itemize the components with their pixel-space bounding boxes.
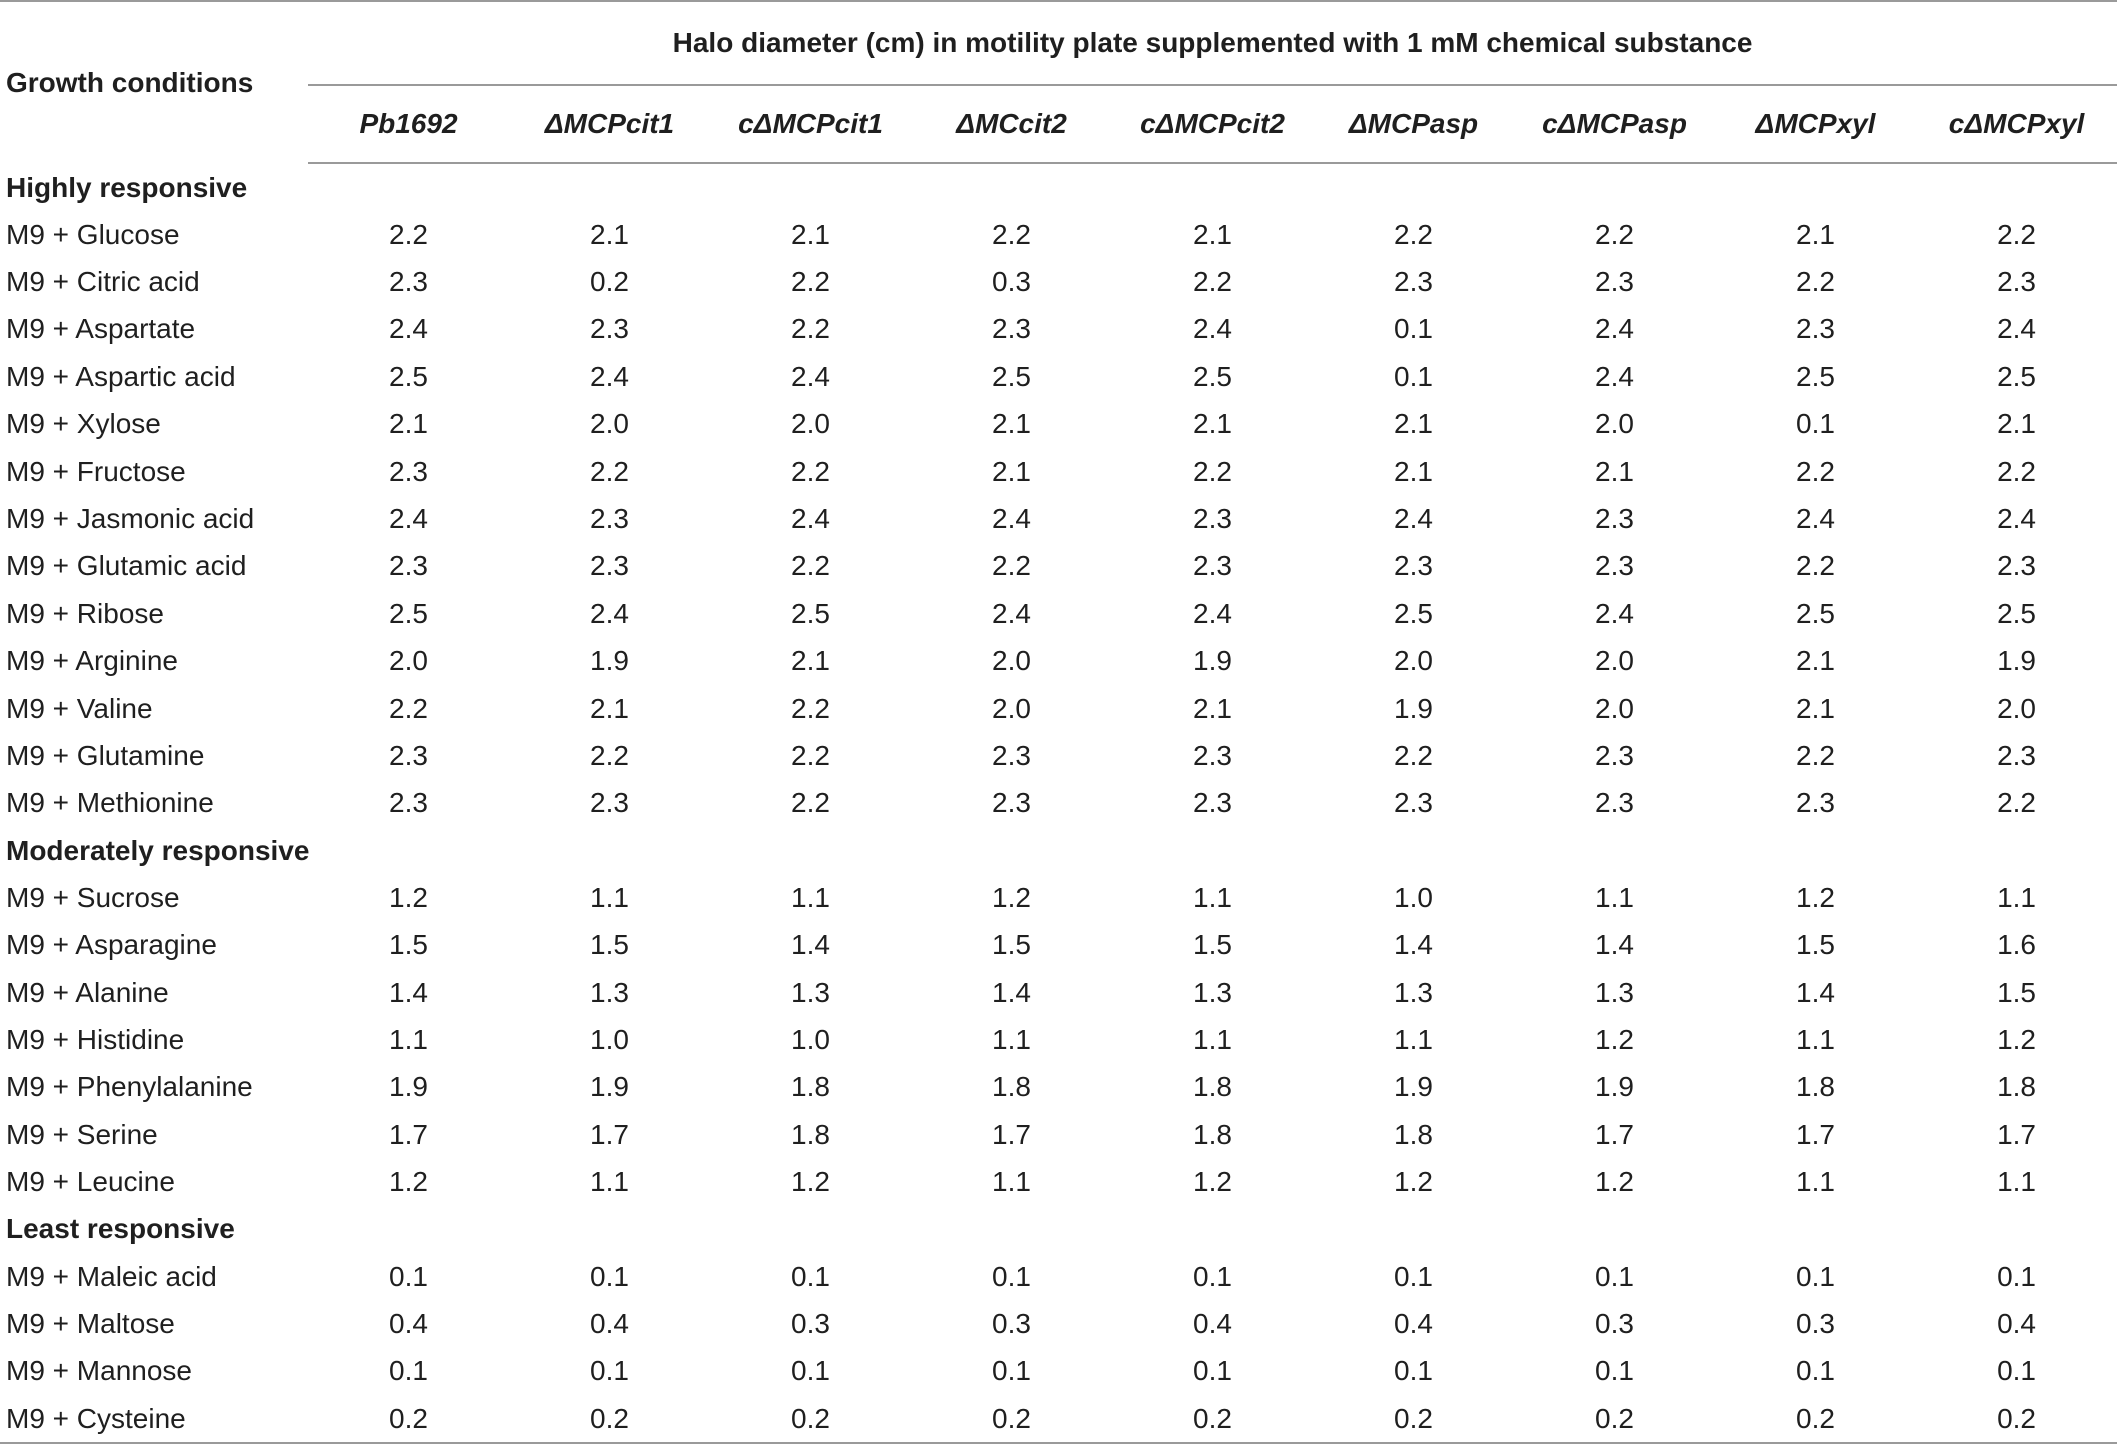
value-cell: 2.1 <box>1796 218 1835 250</box>
value-cell: 1.0 <box>1394 881 1433 913</box>
value-cell: 2.1 <box>1193 218 1232 250</box>
value-cell: 2.0 <box>1394 645 1433 677</box>
value-cell: 2.3 <box>389 787 428 819</box>
value-cell: 1.1 <box>1796 1023 1835 1055</box>
table-row <box>0 921 2117 968</box>
condition-cell: M9 + Leucine <box>6 1166 175 1198</box>
value-cell: 0.1 <box>590 1260 629 1292</box>
value-cell: 1.2 <box>992 881 1031 913</box>
table-row <box>0 353 2117 400</box>
value-cell: 2.1 <box>1595 455 1634 487</box>
table-row <box>0 1300 2117 1347</box>
value-cell: 0.2 <box>1916 1395 2117 1443</box>
value-cell: 2.1 <box>1997 408 2037 440</box>
value-cell: 2.4 <box>590 597 629 629</box>
value-cell: 2.2 <box>791 455 830 487</box>
value-cell: 2.2 <box>1997 787 2037 819</box>
value-cell: 2.2 <box>1394 739 1433 771</box>
value-cell: 1.9 <box>1595 1071 1634 1103</box>
value-cell: 2.1 <box>1193 408 1232 440</box>
table-row <box>0 543 2117 590</box>
value-cell: 2.4 <box>1997 313 2037 345</box>
value-cell: 2.3 <box>992 787 1031 819</box>
value-cell: 2.1 <box>1394 455 1433 487</box>
value-cell: 2.2 <box>389 218 428 250</box>
value-cell: 1.7 <box>992 1118 1031 1150</box>
value-cell: 1.8 <box>791 1118 830 1150</box>
value-cell: 1.9 <box>590 645 629 677</box>
value-cell: 2.1 <box>590 218 629 250</box>
value-cell: 2.0 <box>992 645 1031 677</box>
table-row <box>0 306 2117 353</box>
condition-cell: M9 + Asparagine <box>6 929 217 961</box>
value-cell: 2.4 <box>1193 313 1232 345</box>
value-cell: 2.1 <box>791 645 830 677</box>
column-header: ΔMCPxyl <box>1715 85 1916 163</box>
table-row <box>0 590 2117 637</box>
value-cell: 1.3 <box>1595 976 1634 1008</box>
column-header-row <box>0 85 2117 163</box>
value-cell: 2.5 <box>389 597 428 629</box>
value-cell: 1.9 <box>389 1071 428 1103</box>
value-cell: 0.1 <box>1997 1260 2037 1292</box>
group-label: Highly responsive <box>6 171 248 203</box>
value-cell: 2.2 <box>1193 455 1232 487</box>
condition-cell: M9 + Arginine <box>6 645 178 677</box>
condition-cell: M9 + Citric acid <box>6 266 200 298</box>
value-cell: 0.1 <box>389 1260 428 1292</box>
value-cell: 1.1 <box>590 1166 629 1198</box>
value-cell: 1.2 <box>1796 881 1835 913</box>
value-cell: 2.4 <box>590 360 629 392</box>
value-cell: 0.4 <box>1193 1307 1232 1339</box>
value-cell: 0.3 <box>791 1307 830 1339</box>
value-cell: 0.1 <box>992 1260 1031 1292</box>
table-body <box>0 163 2117 1443</box>
value-cell: 1.7 <box>1595 1118 1634 1150</box>
value-cell: 1.8 <box>791 1071 830 1103</box>
value-cell: 1.1 <box>992 1166 1031 1198</box>
value-cell: 0.2 <box>710 1395 911 1443</box>
value-cell: 0.1 <box>1394 360 1433 392</box>
value-cell: 2.2 <box>992 218 1031 250</box>
value-cell: 0.4 <box>590 1307 629 1339</box>
value-cell: 1.1 <box>1193 1023 1232 1055</box>
value-cell: 1.3 <box>791 976 830 1008</box>
condition-cell: M9 + Alanine <box>6 976 169 1008</box>
value-cell: 2.1 <box>590 692 629 724</box>
value-cell: 2.3 <box>389 739 428 771</box>
value-cell: 0.3 <box>1595 1307 1634 1339</box>
condition-cell: M9 + Serine <box>6 1118 158 1150</box>
value-cell: 2.3 <box>1595 787 1634 819</box>
value-cell: 2.3 <box>590 313 629 345</box>
value-cell: 2.4 <box>1193 597 1232 629</box>
condition-cell: M9 + Aspartate <box>6 313 196 345</box>
value-cell: 1.4 <box>1796 976 1835 1008</box>
value-cell: 1.1 <box>1394 1023 1433 1055</box>
value-cell: 2.3 <box>1193 739 1232 771</box>
value-cell: 1.4 <box>791 929 830 961</box>
table-row <box>0 258 2117 305</box>
value-cell: 2.4 <box>1595 313 1634 345</box>
value-cell: 2.2 <box>590 739 629 771</box>
column-header: cΔMCPxyl <box>1916 85 2117 163</box>
value-cell: 2.3 <box>1595 266 1634 298</box>
value-cell: 2.4 <box>389 503 428 535</box>
condition-cell: M9 + Glutamine <box>6 739 205 771</box>
value-cell: 0.4 <box>1394 1307 1433 1339</box>
value-cell: 2.2 <box>389 692 428 724</box>
condition-cell: M9 + Ribose <box>6 597 164 629</box>
column-header: Pb1692 <box>308 85 509 163</box>
value-cell: 0.1 <box>1595 1260 1634 1292</box>
value-cell: 1.5 <box>992 929 1031 961</box>
group-header-row <box>0 163 2117 211</box>
value-cell: 2.3 <box>1595 503 1634 535</box>
value-cell: 1.1 <box>992 1023 1031 1055</box>
table-row <box>0 780 2117 827</box>
value-cell: 2.1 <box>992 408 1031 440</box>
value-cell: 1.9 <box>590 1071 629 1103</box>
condition-cell: M9 + Xylose <box>6 408 161 440</box>
value-cell: 0.2 <box>1112 1395 1313 1443</box>
value-cell: 0.2 <box>1715 1395 1916 1443</box>
value-cell: 0.1 <box>1796 1355 1835 1387</box>
table-row <box>0 1064 2117 1111</box>
value-cell: 1.8 <box>1193 1118 1232 1150</box>
value-cell: 1.2 <box>791 1166 830 1198</box>
value-cell: 2.2 <box>1796 550 1835 582</box>
value-cell: 0.1 <box>1595 1355 1634 1387</box>
value-cell: 2.2 <box>791 266 830 298</box>
condition-cell: M9 + Mannose <box>6 1355 192 1387</box>
column-header: ΔMCcit2 <box>911 85 1112 163</box>
column-header: cΔMCPcit1 <box>710 85 911 163</box>
value-cell: 2.3 <box>1394 550 1433 582</box>
value-cell: 1.5 <box>1193 929 1232 961</box>
column-header: cΔMCPasp <box>1514 85 1715 163</box>
value-cell: 2.4 <box>1595 597 1634 629</box>
value-cell: 1.7 <box>1997 1118 2037 1150</box>
value-cell: 2.2 <box>1193 266 1232 298</box>
condition-cell: M9 + Sucrose <box>6 881 180 913</box>
value-cell: 2.1 <box>791 218 830 250</box>
value-cell: 2.4 <box>992 597 1031 629</box>
value-cell: 1.5 <box>389 929 428 961</box>
value-cell: 1.4 <box>1394 929 1433 961</box>
value-cell: 2.1 <box>1796 692 1835 724</box>
value-cell: 0.1 <box>1796 1260 1835 1292</box>
value-cell: 2.3 <box>1595 550 1634 582</box>
value-cell: 1.0 <box>590 1023 629 1055</box>
value-cell: 2.5 <box>389 360 428 392</box>
value-cell: 0.2 <box>590 266 629 298</box>
group-header-row <box>0 827 2117 874</box>
table-row <box>0 401 2117 448</box>
value-cell: 2.5 <box>1796 597 1835 629</box>
value-cell: 2.2 <box>1595 218 1634 250</box>
value-cell: 0.1 <box>992 1355 1031 1387</box>
value-cell: 1.2 <box>389 1166 428 1198</box>
value-cell: 1.1 <box>1595 881 1634 913</box>
value-cell: 2.3 <box>590 787 629 819</box>
value-cell: 1.1 <box>1193 881 1232 913</box>
value-cell: 0.1 <box>1394 1260 1433 1292</box>
value-cell: 0.1 <box>1796 408 1835 440</box>
value-cell: 0.1 <box>1193 1355 1232 1387</box>
value-cell: 1.5 <box>1997 976 2037 1008</box>
value-cell: 2.3 <box>1394 787 1433 819</box>
value-cell: 0.1 <box>1394 313 1433 345</box>
value-cell: 2.0 <box>389 645 428 677</box>
condition-cell: M9 + Histidine <box>6 1023 185 1055</box>
value-cell: 1.1 <box>1997 881 2037 913</box>
value-cell: 2.2 <box>1997 218 2037 250</box>
column-header: ΔMCPcit1 <box>509 85 710 163</box>
value-cell: 2.3 <box>1997 739 2037 771</box>
group-header-row <box>0 1206 2117 1253</box>
table-row <box>0 638 2117 685</box>
value-cell: 1.9 <box>1997 645 2037 677</box>
value-cell: 1.7 <box>590 1118 629 1150</box>
value-cell: 2.4 <box>389 313 428 345</box>
table-row <box>0 685 2117 732</box>
value-cell: 2.2 <box>1796 455 1835 487</box>
table-row <box>0 211 2117 258</box>
value-cell: 1.9 <box>1193 645 1232 677</box>
header-row-top <box>0 1 2117 85</box>
value-cell: 1.7 <box>1796 1118 1835 1150</box>
value-cell: 2.1 <box>1193 692 1232 724</box>
group-label: Least responsive <box>6 1213 235 1245</box>
value-cell: 0.1 <box>1394 1355 1433 1387</box>
value-cell: 1.7 <box>389 1118 428 1150</box>
value-cell: 1.4 <box>1595 929 1634 961</box>
table-row <box>0 1253 2117 1300</box>
condition-cell: M9 + Maleic acid <box>6 1260 217 1292</box>
table-row <box>0 495 2117 542</box>
value-cell: 0.1 <box>389 1355 428 1387</box>
value-cell: 2.2 <box>1796 266 1835 298</box>
value-cell: 0.2 <box>911 1395 1112 1443</box>
value-cell: 0.1 <box>791 1355 830 1387</box>
value-cell: 1.9 <box>1394 692 1433 724</box>
value-cell: 2.3 <box>1193 550 1232 582</box>
value-cell: 2.4 <box>992 503 1031 535</box>
condition-cell: M9 + Aspartic acid <box>6 360 236 392</box>
value-cell: 2.3 <box>1796 787 1835 819</box>
value-cell: 0.4 <box>389 1307 428 1339</box>
value-cell: 2.0 <box>1595 645 1634 677</box>
value-cell: 1.2 <box>389 881 428 913</box>
value-cell: 2.2 <box>791 787 830 819</box>
value-cell: 2.3 <box>590 550 629 582</box>
value-cell: 1.8 <box>1394 1118 1433 1150</box>
condition-cell: M9 + Methionine <box>6 787 214 819</box>
table-row <box>0 732 2117 779</box>
table-row <box>0 969 2117 1016</box>
value-cell: 2.3 <box>389 266 428 298</box>
value-cell: 2.3 <box>1193 503 1232 535</box>
halo-diameter-header: Halo diameter (cm) in motility plate supplemented with 1 mM chemical substance <box>308 1 2117 85</box>
value-cell: 2.5 <box>1796 360 1835 392</box>
value-cell: 2.1 <box>389 408 428 440</box>
value-cell: 2.3 <box>389 455 428 487</box>
value-cell: 0.4 <box>1997 1307 2037 1339</box>
value-cell: 2.1 <box>1796 645 1835 677</box>
value-cell: 2.2 <box>1796 739 1835 771</box>
value-cell: 2.4 <box>1796 503 1835 535</box>
table-row <box>0 1348 2117 1395</box>
value-cell: 2.4 <box>1595 360 1634 392</box>
value-cell: 2.3 <box>1997 266 2037 298</box>
value-cell: 2.2 <box>791 739 830 771</box>
table-row <box>0 1111 2117 1158</box>
value-cell: 2.1 <box>1394 408 1433 440</box>
value-cell: 1.6 <box>1997 929 2037 961</box>
condition-cell: M9 + Maltose <box>6 1307 175 1339</box>
value-cell: 2.4 <box>791 503 830 535</box>
value-cell: 2.3 <box>389 550 428 582</box>
value-cell: 2.5 <box>791 597 830 629</box>
value-cell: 0.1 <box>590 1355 629 1387</box>
table-row <box>0 1158 2117 1205</box>
value-cell: 0.2 <box>308 1395 509 1443</box>
value-cell: 1.1 <box>1997 1166 2037 1198</box>
value-cell: 2.2 <box>1394 218 1433 250</box>
value-cell: 0.2 <box>1514 1395 1715 1443</box>
value-cell: 2.5 <box>1997 597 2037 629</box>
condition-cell: M9 + Glutamic acid <box>6 550 247 582</box>
value-cell: 1.1 <box>389 1023 428 1055</box>
table-row <box>0 448 2117 495</box>
value-cell: 2.3 <box>1997 550 2037 582</box>
table-row <box>0 1395 2117 1443</box>
value-cell: 1.1 <box>791 881 830 913</box>
value-cell: 1.4 <box>992 976 1031 1008</box>
value-cell: 1.3 <box>590 976 629 1008</box>
value-cell: 2.3 <box>1394 266 1433 298</box>
value-cell: 2.0 <box>1595 692 1634 724</box>
condition-cell: M9 + Valine <box>6 692 153 724</box>
value-cell: 1.4 <box>389 976 428 1008</box>
value-cell: 0.1 <box>791 1260 830 1292</box>
value-cell: 2.0 <box>1997 692 2037 724</box>
value-cell: 1.8 <box>1193 1071 1232 1103</box>
condition-cell: M9 + Phenylalanine <box>6 1071 253 1103</box>
value-cell: 0.2 <box>509 1395 710 1443</box>
value-cell: 1.3 <box>1394 976 1433 1008</box>
value-cell: 2.3 <box>590 503 629 535</box>
value-cell: 1.5 <box>590 929 629 961</box>
column-header: ΔMCPasp <box>1313 85 1514 163</box>
value-cell: 2.3 <box>992 739 1031 771</box>
value-cell: 0.3 <box>1796 1307 1835 1339</box>
value-cell: 0.3 <box>992 266 1031 298</box>
value-cell: 0.1 <box>1193 1260 1232 1292</box>
group-label: Moderately responsive <box>6 834 310 866</box>
value-cell: 2.3 <box>992 313 1031 345</box>
value-cell: 2.5 <box>1394 597 1433 629</box>
value-cell: 2.4 <box>791 360 830 392</box>
value-cell: 2.5 <box>992 360 1031 392</box>
value-cell: 0.1 <box>1997 1355 2037 1387</box>
value-cell: 2.3 <box>1595 739 1634 771</box>
value-cell: 1.2 <box>1595 1166 1634 1198</box>
condition-cell: M9 + Cysteine <box>0 1395 308 1443</box>
value-cell: 2.5 <box>1193 360 1232 392</box>
value-cell: 2.4 <box>1997 503 2037 535</box>
value-cell: 1.8 <box>1796 1071 1835 1103</box>
table-row <box>0 1016 2117 1063</box>
value-cell: 1.1 <box>1796 1166 1835 1198</box>
value-cell: 1.8 <box>992 1071 1031 1103</box>
value-cell: 0.3 <box>992 1307 1031 1339</box>
value-cell: 0.2 <box>1313 1395 1514 1443</box>
value-cell: 2.3 <box>1796 313 1835 345</box>
value-cell: 1.9 <box>1394 1071 1433 1103</box>
value-cell: 2.1 <box>992 455 1031 487</box>
value-cell: 2.0 <box>791 408 830 440</box>
condition-cell: M9 + Glucose <box>6 218 180 250</box>
value-cell: 2.5 <box>1997 360 2037 392</box>
value-cell: 2.2 <box>791 692 830 724</box>
condition-cell: M9 + Fructose <box>6 455 186 487</box>
value-cell: 1.0 <box>791 1023 830 1055</box>
value-cell: 1.2 <box>1595 1023 1634 1055</box>
table-row <box>0 874 2117 921</box>
growth-conditions-header: Growth conditions <box>0 1 308 163</box>
column-header: cΔMCPcit2 <box>1112 85 1313 163</box>
value-cell: 1.3 <box>1193 976 1232 1008</box>
value-cell: 2.2 <box>791 550 830 582</box>
value-cell: 2.4 <box>1394 503 1433 535</box>
value-cell: 1.1 <box>590 881 629 913</box>
value-cell: 2.0 <box>992 692 1031 724</box>
value-cell: 1.5 <box>1796 929 1835 961</box>
value-cell: 1.8 <box>1997 1071 2037 1103</box>
value-cell: 1.2 <box>1997 1023 2037 1055</box>
value-cell: 2.2 <box>791 313 830 345</box>
value-cell: 1.2 <box>1394 1166 1433 1198</box>
condition-cell: M9 + Jasmonic acid <box>6 503 255 535</box>
value-cell: 2.0 <box>1595 408 1634 440</box>
value-cell: 2.2 <box>992 550 1031 582</box>
value-cell: 2.2 <box>590 455 629 487</box>
value-cell: 2.2 <box>1997 455 2037 487</box>
value-cell: 1.2 <box>1193 1166 1232 1198</box>
value-cell: 2.0 <box>590 408 629 440</box>
value-cell: 2.3 <box>1193 787 1232 819</box>
